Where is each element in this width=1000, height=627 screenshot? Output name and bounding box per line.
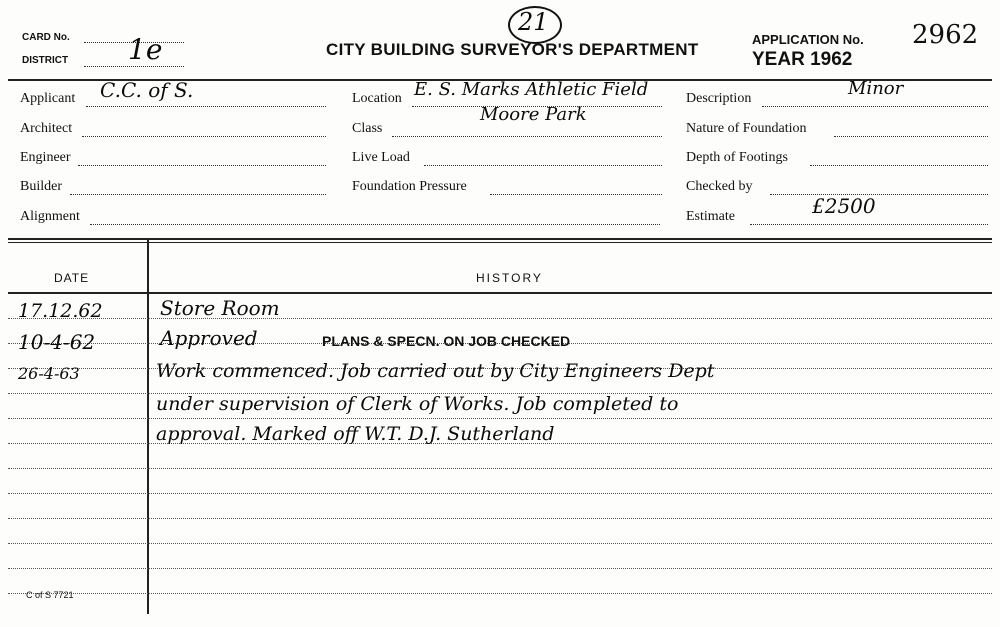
location-label: Location [352, 91, 402, 106]
row-line [8, 543, 992, 544]
history-date: 26-4-63 [18, 364, 80, 383]
description-value: Minor [848, 78, 904, 99]
class-label: Class [352, 121, 383, 136]
nature-of-foundation-label: Nature of Foundation [686, 121, 807, 136]
checked-by-line [770, 194, 988, 195]
application-no-value: 2962 [912, 20, 979, 50]
estimate-label: Estimate [686, 209, 735, 224]
alignment-line [90, 224, 660, 225]
applicant-value: C.C. of S. [100, 78, 194, 102]
engineer-line [78, 165, 326, 166]
history-column-header: HISTORY [476, 271, 543, 285]
live-load-label: Live Load [352, 150, 410, 165]
engineer-label: Engineer [20, 150, 71, 165]
district-value: 1e [128, 33, 163, 66]
architect-line [82, 136, 326, 137]
class-line [392, 136, 662, 137]
district-label: DISTRICT [22, 55, 69, 66]
nature-of-foundation-line [834, 136, 988, 137]
history-date: 10-4-62 [18, 330, 96, 354]
row-line [8, 493, 992, 494]
form-code: C of S 7721 [26, 590, 74, 600]
estimate-value: £2500 [812, 194, 876, 218]
card-no-label: CARD No. [22, 32, 70, 43]
history-entry: under supervision of Clerk of Works. Job completed to [156, 393, 679, 415]
checked-by-label: Checked by [686, 179, 753, 194]
card-number-circled: 21 [518, 8, 549, 36]
live-load-line [424, 165, 662, 166]
builder-line [70, 194, 326, 195]
district-line [84, 66, 184, 67]
history-entry: approval. Marked off W.T. D.J. Sutherland [156, 423, 555, 445]
history-entry: Store Room [160, 296, 280, 320]
description-line [762, 106, 988, 107]
history-printed-note: PLANS & SPECN. ON JOB CHECKED [322, 333, 571, 349]
date-column-header: DATE [54, 271, 90, 285]
application-no-label: APPLICATION No. [752, 32, 864, 47]
row-line [8, 568, 992, 569]
depth-of-footings-label: Depth of Footings [686, 150, 788, 165]
description-label: Description [686, 91, 752, 106]
applicant-label: Applicant [20, 91, 76, 106]
table-header-rule [8, 292, 992, 294]
history-entry: Approved [160, 326, 258, 350]
class-value: Moore Park [480, 104, 587, 125]
location-value: E. S. Marks Athletic Field [414, 79, 649, 100]
date-column-divider [147, 240, 149, 614]
table-top-rule-2 [8, 242, 992, 243]
row-line [8, 418, 992, 419]
history-entry: Work commenced. Job carried out by City Engineers Dept [156, 360, 715, 382]
row-line [8, 468, 992, 469]
row-line [8, 593, 992, 594]
alignment-label: Alignment [20, 209, 80, 224]
depth-of-footings-line [810, 165, 988, 166]
applicant-line [86, 106, 326, 107]
foundation-pressure-line [490, 194, 662, 195]
estimate-line [750, 224, 988, 225]
architect-label: Architect [20, 121, 73, 136]
row-line [8, 318, 992, 319]
year-label: YEAR 1962 [752, 49, 853, 70]
history-date: 17.12.62 [18, 300, 103, 322]
department-title: CITY BUILDING SURVEYOR'S DEPARTMENT [326, 40, 699, 59]
foundation-pressure-label: Foundation Pressure [352, 179, 467, 194]
table-top-rule [8, 238, 992, 240]
builder-label: Builder [20, 179, 62, 194]
row-line [8, 518, 992, 519]
